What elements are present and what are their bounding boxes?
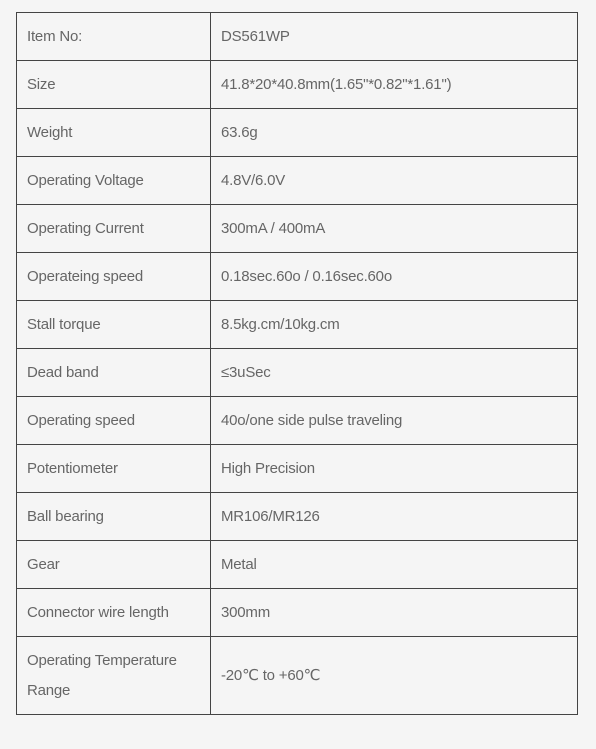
spec-value-operating-voltage: 4.8V/6.0V <box>211 157 578 205</box>
spec-label-operating-current: Operating Current <box>17 205 211 253</box>
table-row <box>17 109 578 157</box>
spec-label-weight: Weight <box>17 109 211 157</box>
spec-label-operating-temperature-range: Operating Temperature Range <box>17 637 211 715</box>
spec-value-weight: 63.6g <box>211 109 578 157</box>
spec-value-connector-wire-length: 300mm <box>211 589 578 637</box>
table-row <box>17 13 578 61</box>
table-row <box>17 637 578 715</box>
table-row <box>17 349 578 397</box>
table-row <box>17 205 578 253</box>
spec-value-dead-band: ≤3uSec <box>211 349 578 397</box>
spec-label-connector-wire-length: Connector wire length <box>17 589 211 637</box>
spec-value-potentiometer: High Precision <box>211 445 578 493</box>
spec-label-size: Size <box>17 61 211 109</box>
spec-label-dead-band: Dead band <box>17 349 211 397</box>
spec-label-operating-speed: Operating speed <box>17 397 211 445</box>
spec-label-operating-voltage: Operating Voltage <box>17 157 211 205</box>
spec-label-stall-torque: Stall torque <box>17 301 211 349</box>
table-row <box>17 541 578 589</box>
table-row <box>17 157 578 205</box>
table-row <box>17 493 578 541</box>
table-row <box>17 61 578 109</box>
table-row <box>17 589 578 637</box>
spec-label-ball-bearing: Ball bearing <box>17 493 211 541</box>
table-row <box>17 253 578 301</box>
spec-value-operating-speed: 40o/one side pulse traveling <box>211 397 578 445</box>
spec-label-potentiometer: Potentiometer <box>17 445 211 493</box>
spec-value-operateing-speed: 0.18sec.60o / 0.16sec.60o <box>211 253 578 301</box>
spec-value-ball-bearing: MR106/MR126 <box>211 493 578 541</box>
spec-value-operating-temperature-range: -20℃ to +60℃ <box>211 637 578 715</box>
spec-label-operateing-speed: Operateing speed <box>17 253 211 301</box>
spec-value-size: 41.8*20*40.8mm(1.65"*0.82"*1.61") <box>211 61 578 109</box>
spec-label-gear: Gear <box>17 541 211 589</box>
table-row <box>17 397 578 445</box>
spec-table <box>16 12 578 715</box>
table-row <box>17 445 578 493</box>
spec-value-item-no: DS561WP <box>211 13 578 61</box>
spec-value-operating-current: 300mA / 400mA <box>211 205 578 253</box>
spec-value-gear: Metal <box>211 541 578 589</box>
spec-value-stall-torque: 8.5kg.cm/10kg.cm <box>211 301 578 349</box>
spec-label-item-no: Item No: <box>17 13 211 61</box>
table-row <box>17 301 578 349</box>
